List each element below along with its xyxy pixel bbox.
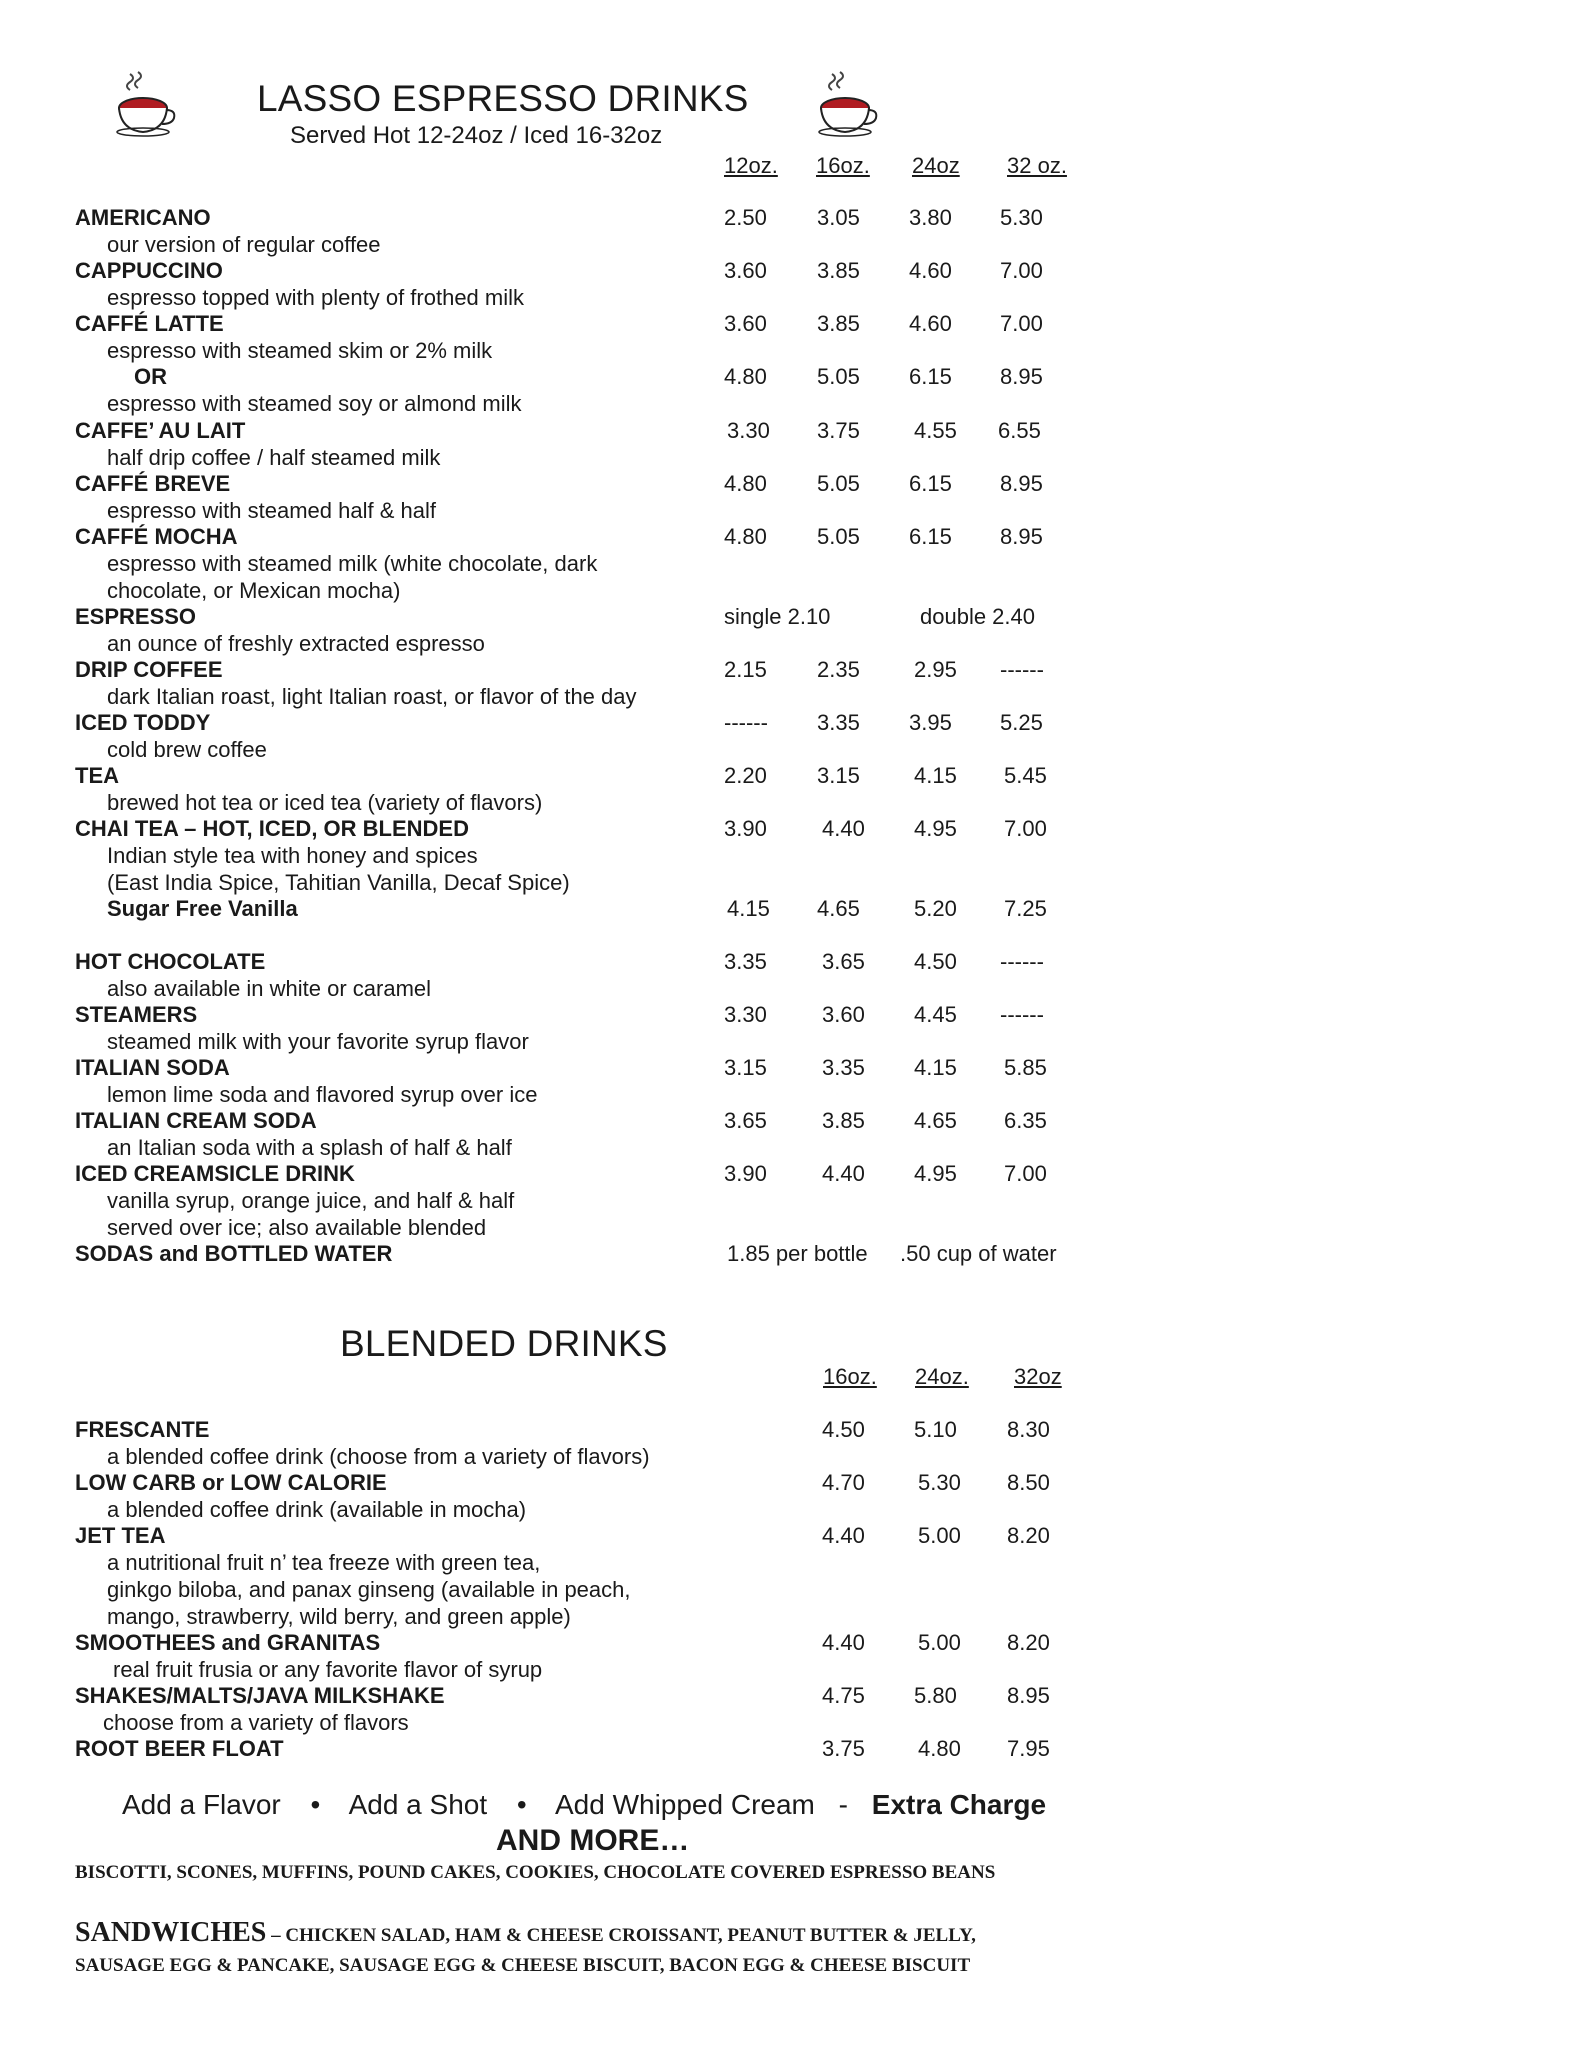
price: 8.20: [1007, 1523, 1050, 1548]
coffee-cup-icon: [108, 68, 178, 138]
item-desc: espresso with steamed skim or 2% milk: [107, 338, 493, 363]
page-title: LASSO ESPRESSO DRINKS: [257, 78, 749, 119]
price: 8.20: [1007, 1630, 1050, 1655]
item-desc: an ounce of freshly extracted espresso: [107, 631, 485, 656]
item-desc: brewed hot tea or iced tea (variety of flavors): [107, 790, 543, 815]
price-single: single 2.10: [724, 604, 831, 629]
price: 7.25: [1004, 896, 1047, 921]
item-desc: ginkgo biloba, and panax ginseng (available in peach,: [107, 1577, 631, 1602]
size-header-24: 24oz: [912, 153, 960, 178]
bullet-icon: •: [516, 1789, 527, 1820]
item-name-au-lait: CAFFE’ AU LAIT: [75, 418, 246, 443]
price: 3.85: [822, 1108, 865, 1133]
price: 7.00: [1000, 258, 1043, 283]
price: 5.30: [918, 1470, 961, 1495]
price: 3.85: [817, 258, 860, 283]
sandwiches-list-2: SAUSAGE EGG & PANCAKE, SAUSAGE EGG & CHEESE BISCUIT, BACON EGG & CHEESE BISCUIT: [75, 1955, 971, 1976]
addon-shot: Add a Shot: [348, 1789, 488, 1820]
item-desc: real fruit frusia or any favorite flavor of syrup: [113, 1657, 543, 1682]
price: 3.85: [817, 311, 860, 336]
price: 8.50: [1007, 1470, 1050, 1495]
price: 4.45: [914, 1002, 957, 1027]
price: 4.15: [914, 1055, 957, 1080]
item-desc: vanilla syrup, orange juice, and half & half: [107, 1188, 515, 1213]
item-desc: half drip coffee / half steamed milk: [107, 445, 441, 470]
price: 4.40: [822, 816, 865, 841]
price: 5.30: [1000, 205, 1043, 230]
item-desc: a nutritional fruit n’ tea freeze with green tea,: [107, 1550, 541, 1575]
price: 4.95: [914, 1161, 957, 1186]
price: 7.00: [1000, 311, 1043, 336]
item-name-americano: AMERICANO: [75, 205, 211, 230]
item-name-shakes: SHAKES/MALTS/JAVA MILKSHAKE: [75, 1683, 445, 1708]
price: 5.00: [918, 1630, 961, 1655]
item-name-tea: TEA: [75, 763, 119, 788]
price: 3.15: [817, 763, 860, 788]
price: ------: [1000, 657, 1044, 682]
price: 3.30: [724, 1002, 767, 1027]
size-header-24: 24oz.: [915, 1364, 969, 1389]
price: 4.40: [822, 1630, 865, 1655]
price: 4.55: [914, 418, 957, 443]
item-name-italian-cream-soda: ITALIAN CREAM SODA: [75, 1108, 317, 1133]
price: 4.50: [914, 949, 957, 974]
item-desc: (East India Spice, Tahitian Vanilla, Decaf Spice): [107, 870, 570, 895]
price: 4.40: [822, 1161, 865, 1186]
bakery-list: BISCOTTI, SCONES, MUFFINS, POUND CAKES, COOKIES, CHOCOLATE COVERED ESPRESSO BEANS: [75, 1862, 996, 1883]
price: ------: [1000, 1002, 1044, 1027]
price: 4.50: [822, 1417, 865, 1442]
price: 7.00: [1004, 1161, 1047, 1186]
price-cup-of-water: .50 cup of water: [900, 1241, 1057, 1266]
bullet-icon: •: [310, 1789, 321, 1820]
price: 3.60: [724, 258, 767, 283]
price: 2.15: [724, 657, 767, 682]
item-name-frescante: FRESCANTE: [75, 1417, 210, 1442]
price: 5.00: [918, 1523, 961, 1548]
price-per-bottle: 1.85 per bottle: [727, 1241, 868, 1266]
price: 4.65: [914, 1108, 957, 1133]
item-desc: chocolate, or Mexican mocha): [107, 578, 401, 603]
price: 8.95: [1000, 364, 1043, 389]
price: 3.75: [822, 1736, 865, 1761]
price: 8.30: [1007, 1417, 1050, 1442]
coffee-cup-icon: [810, 68, 880, 138]
item-name-sugar-free-vanilla: Sugar Free Vanilla: [107, 896, 298, 921]
price: 4.60: [909, 258, 952, 283]
item-name-jet-tea: JET TEA: [75, 1523, 166, 1548]
item-name-latte: CAFFÉ LATTE: [75, 311, 224, 336]
price: ------: [1000, 949, 1044, 974]
price: 4.80: [724, 364, 767, 389]
size-header-16: 16oz.: [823, 1364, 877, 1389]
item-name-smoothees: SMOOTHEES and GRANITAS: [75, 1630, 381, 1655]
price: 7.95: [1007, 1736, 1050, 1761]
price: 3.90: [724, 816, 767, 841]
and-more-heading: AND MORE…: [496, 1824, 690, 1857]
price: 3.65: [822, 949, 865, 974]
item-desc: mango, strawberry, wild berry, and green apple): [107, 1604, 571, 1629]
addon-whipped-cream: Add Whipped Cream: [554, 1789, 815, 1820]
item-name-drip: DRIP COFFEE: [75, 657, 223, 682]
dash: -: [838, 1789, 848, 1820]
price: 3.95: [909, 710, 952, 735]
price: 2.50: [724, 205, 767, 230]
price: 3.80: [909, 205, 952, 230]
item-name-sodas: SODAS and BOTTLED WATER: [75, 1241, 393, 1266]
price: 3.60: [822, 1002, 865, 1027]
item-desc: espresso with steamed half & half: [107, 498, 436, 523]
size-header-32: 32 oz.: [1007, 153, 1067, 178]
item-desc: served over ice; also available blended: [107, 1215, 487, 1240]
size-header-16: 16oz.: [816, 153, 870, 178]
price: 6.15: [909, 471, 952, 496]
price: 4.70: [822, 1470, 865, 1495]
item-desc: a blended coffee drink (choose from a variety of flavors): [107, 1444, 650, 1469]
item-desc: an Italian soda with a splash of half & half: [107, 1135, 512, 1160]
sandwiches-list-1: – CHICKEN SALAD, HAM & CHEESE CROISSANT, PEANUT BUTTER & JELLY,: [271, 1925, 976, 1946]
price: 7.00: [1004, 816, 1047, 841]
extra-charge: Extra Charge: [871, 1789, 1047, 1820]
item-name-low-carb: LOW CARB or LOW CALORIE: [75, 1470, 387, 1495]
item-desc: choose from a variety of flavors: [103, 1710, 409, 1735]
price: 6.15: [909, 524, 952, 549]
price: 4.15: [727, 896, 770, 921]
price: 3.35: [822, 1055, 865, 1080]
item-desc: lemon lime soda and flavored syrup over ice: [107, 1082, 538, 1107]
price: 3.60: [724, 311, 767, 336]
price: 6.15: [909, 364, 952, 389]
item-name-steamers: STEAMERS: [75, 1002, 198, 1027]
item-name-hot-chocolate: HOT CHOCOLATE: [75, 949, 266, 974]
price: 5.85: [1004, 1055, 1047, 1080]
price: 8.95: [1000, 524, 1043, 549]
price: 3.65: [724, 1108, 767, 1133]
item-or: OR: [134, 364, 167, 389]
price: 4.95: [914, 816, 957, 841]
price: 5.05: [817, 471, 860, 496]
addons-line: [122, 1789, 1046, 1821]
price: 4.65: [817, 896, 860, 921]
sandwiches-line-1: [75, 1917, 976, 1949]
price: 6.35: [1004, 1108, 1047, 1133]
item-desc: a blended coffee drink (available in mocha): [107, 1497, 527, 1522]
item-name-espresso: ESPRESSO: [75, 604, 197, 629]
price: 2.20: [724, 763, 767, 788]
item-desc: espresso with steamed soy or almond milk: [107, 391, 522, 416]
price: 5.20: [914, 896, 957, 921]
item-desc: our version of regular coffee: [107, 232, 381, 257]
price: 3.35: [724, 949, 767, 974]
item-name-creamsicle: ICED CREAMSICLE DRINK: [75, 1161, 355, 1186]
price: 5.25: [1000, 710, 1043, 735]
price: 3.35: [817, 710, 860, 735]
price: 3.15: [724, 1055, 767, 1080]
section-title-blended: BLENDED DRINKS: [340, 1323, 668, 1364]
price: 4.60: [909, 311, 952, 336]
price: 4.80: [918, 1736, 961, 1761]
price: 4.80: [724, 524, 767, 549]
price: 2.95: [914, 657, 957, 682]
price-double: double 2.40: [920, 604, 1035, 629]
item-desc: dark Italian roast, light Italian roast, or flavor of the day: [107, 684, 637, 709]
item-desc: Indian style tea with honey and spices: [107, 843, 478, 868]
addon-flavor: Add a Flavor: [122, 1789, 281, 1820]
item-name-cappuccino: CAPPUCCINO: [75, 258, 223, 283]
item-name-root-beer-float: ROOT BEER FLOAT: [75, 1736, 284, 1761]
price: 4.15: [914, 763, 957, 788]
item-name-mocha: CAFFÉ MOCHA: [75, 524, 238, 549]
price: 3.30: [727, 418, 770, 443]
price: 4.75: [822, 1683, 865, 1708]
price: 5.45: [1004, 763, 1047, 788]
item-name-breve: CAFFÉ BREVE: [75, 471, 231, 496]
price: 8.95: [1000, 471, 1043, 496]
price: 3.90: [724, 1161, 767, 1186]
sandwiches-label: SANDWICHES: [75, 1917, 267, 1948]
price: 3.75: [817, 418, 860, 443]
size-header-32: 32oz: [1014, 1364, 1062, 1389]
price: 8.95: [1007, 1683, 1050, 1708]
item-desc: cold brew coffee: [107, 737, 267, 762]
item-name-italian-soda: ITALIAN SODA: [75, 1055, 230, 1080]
price: 3.05: [817, 205, 860, 230]
item-desc: also available in white or caramel: [107, 976, 432, 1001]
item-name-chai: CHAI TEA – HOT, ICED, OR BLENDED: [75, 816, 469, 841]
item-name-toddy: ICED TODDY: [75, 710, 211, 735]
price: ------: [724, 710, 768, 735]
price: 4.80: [724, 471, 767, 496]
item-desc: espresso with steamed milk (white chocolate, dark: [107, 551, 598, 576]
price: 5.10: [914, 1417, 957, 1442]
price: 4.40: [822, 1523, 865, 1548]
page-subtitle: Served Hot 12-24oz / Iced 16-32oz: [290, 122, 663, 149]
price: 5.05: [817, 524, 860, 549]
item-desc: steamed milk with your favorite syrup flavor: [107, 1029, 529, 1054]
price: 6.55: [998, 418, 1041, 443]
price: 5.05: [817, 364, 860, 389]
size-header-12: 12oz.: [724, 153, 778, 178]
price: 5.80: [914, 1683, 957, 1708]
item-desc: espresso topped with plenty of frothed milk: [107, 285, 525, 310]
price: 2.35: [817, 657, 860, 682]
